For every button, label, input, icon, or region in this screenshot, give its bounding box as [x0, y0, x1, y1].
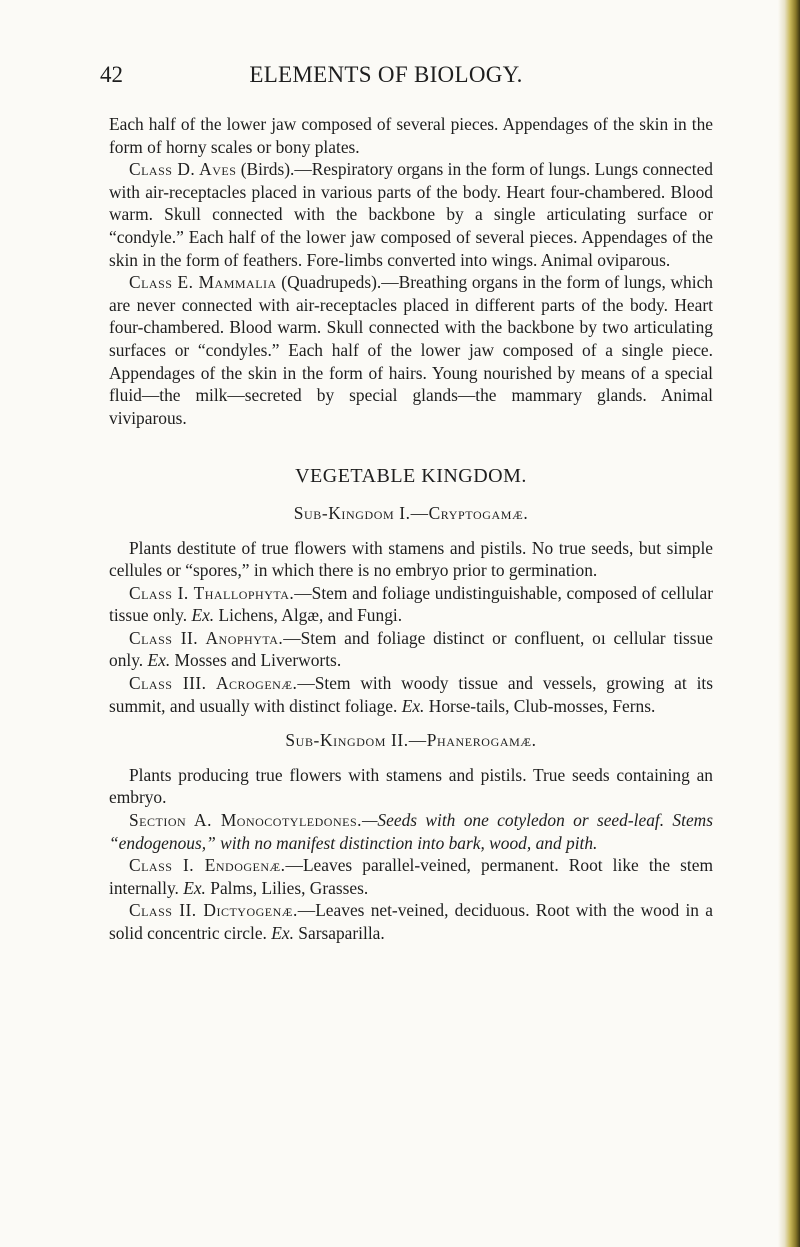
acrogenae-examples: Horse-tails, Club-mosses, Ferns. — [424, 695, 656, 716]
page-edge — [778, 0, 800, 1247]
anophyta-label: Class II. Anophyta. — [129, 627, 284, 648]
page-header — [0, 62, 800, 92]
endogenae-examples: Palms, Lilies, Grasses. — [205, 877, 369, 898]
anophyta-text: —Stem and foliage distinct or confluent, oı cellular tissue only. — [109, 627, 713, 671]
paragraph-lower-jaw: Each half of the lower jaw composed of several pieces. Appendages of the skin in the form of horny scales or bony plates. — [109, 114, 713, 157]
class-e-label: Class E. Mammalia — [129, 272, 277, 293]
paragraph-acrogenae — [109, 672, 713, 717]
paragraph-monocotyledones — [109, 809, 713, 854]
anophyta-examples: Mosses and Liverworts. — [170, 650, 342, 671]
endogenae-ex: Ex. — [183, 877, 206, 898]
running-title: ELEMENTS OF BIOLOGY. — [249, 62, 523, 87]
thallophyta-examples: Lichens, Algæ, and Fungi. — [214, 605, 403, 626]
paragraph-anophyta — [109, 627, 713, 672]
paragraph-phanerogamae-intro: Plants producing true flowers with stamens and pistils. True seeds containing an embryo. — [109, 764, 713, 808]
paragraph-thallophyta — [109, 582, 713, 627]
dictyogenae-label: Class II. Dictyogenæ. — [129, 900, 298, 921]
page-number: 42 — [100, 62, 123, 87]
paragraph-class-e-mammalia — [109, 271, 713, 429]
class-d-text: (Birds).—Respiratory organs in the form of lungs. Lungs connected with air-receptacles placed in various parts of the body. Heart four-chambered. Blood warm. Skull connected with the backbone by a single articulating surface or “condyle.” Each half of the lower jaw composed of several pieces. Appendages of the skin in the form of feathers. Fore-limbs converted into wings. Animal oviparous. — [109, 159, 713, 270]
dictyogenae-ex: Ex. — [271, 923, 294, 943]
heading-sub-kingdom-2: Sub-Kingdom II.—Phanerogamæ. — [285, 730, 537, 751]
thallophyta-label: Class I. Thallophyta. — [129, 582, 295, 603]
endogenae-label: Class I. Endogenæ. — [129, 855, 286, 876]
paragraph-endogenae — [109, 854, 713, 899]
dictyogenae-text: —Leaves net-veined, deciduous. Root with the wood in a solid concentric circle. — [109, 900, 713, 943]
acrogenae-text: —Stem with woody tissue and vessels, growing at its summit, and usually with distinct foliage. — [109, 673, 713, 716]
paragraph-class-d-aves — [109, 158, 713, 271]
heading-vegetable-kingdom: VEGETABLE KINGDOM. — [295, 465, 527, 488]
class-d-label: Class D. Aves — [129, 159, 237, 180]
thallophyta-text: —Stem and foliage undistinguishable, composed of cellular tissue only. — [109, 582, 713, 626]
monocotyledones-label: Section A. Monocotyledones. — [129, 810, 362, 831]
paragraph-dictyogenae — [109, 899, 713, 944]
heading-sub-kingdom-1: Sub-Kingdom I.—Cryptogamæ. — [293, 502, 529, 523]
monocotyledones-text: —Seeds with one cotyledon or seed-leaf. Stems “endogenous,” with no manifest distinction into bark, wood, and pith. — [109, 810, 713, 853]
endogenae-text: —Leaves parallel-veined, permanent. Root like the stem internally. — [109, 855, 713, 898]
paragraph-cryptogamae-intro: Plants destitute of true flowers with stamens and pistils. No true seeds, but simple cellules or “spores,” in which there is no embryo prior to germination. — [109, 537, 713, 581]
acrogenae-label: Class III. Acrogenæ. — [129, 673, 298, 694]
class-e-text: (Quadrupeds).—Breathing organs in the form of lungs, which are never connected with air-receptacles placed in different parts of the body. Heart four-chambered. Blood warm. Skull connected with the backbone by two articulating surfaces or “condyles.” Each half of the lower jaw composed of a single piece. Appendages of the skin in the form of hairs. Young nourished by means of a special fluid—the milk—secreted by special glands—the mammary glands. Animal viviparous. — [109, 272, 713, 428]
page-body — [109, 113, 713, 945]
thallophyta-ex: Ex. — [191, 605, 215, 626]
dictyogenae-examples: Sarsaparilla. — [293, 923, 385, 943]
acrogenae-ex: Ex. — [401, 695, 425, 716]
anophyta-ex: Ex. — [147, 650, 171, 671]
